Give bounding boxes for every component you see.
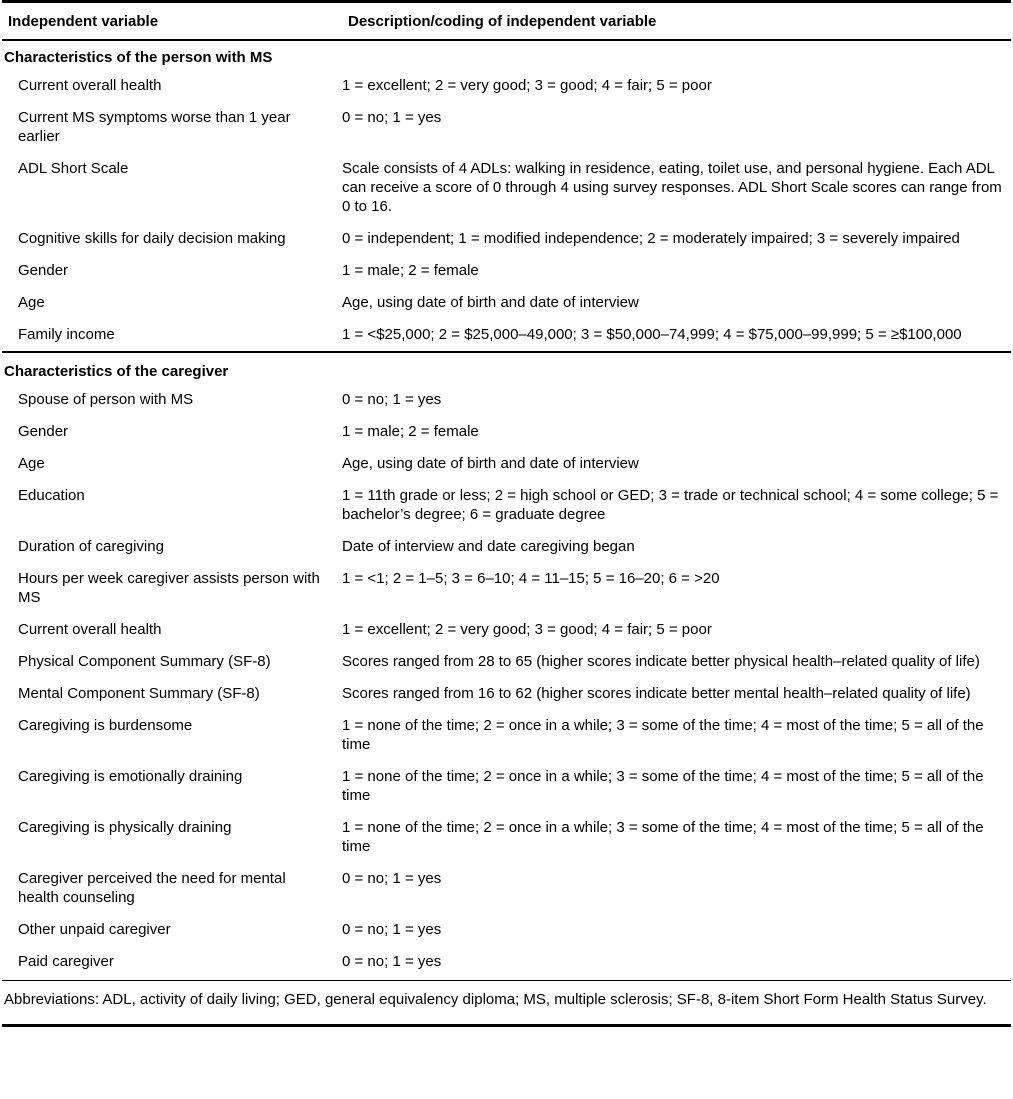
variable-cell: Education [18, 487, 85, 504]
description-cell: Age, using date of birth and date of interview [342, 294, 639, 311]
table-row [2, 70, 1011, 102]
table-row [2, 678, 1011, 710]
description-cell: Scale consists of 4 ADLs: walking in residence, eating, toilet use, and personal hygiene. Each ADL can receive a score of 0 through 4 using survey responses. ADL Short Scale scores can range from 0 to 16. [342, 160, 1002, 215]
table-row [2, 914, 1011, 946]
description-cell: 1 = excellent; 2 = very good; 3 = good; 4 = fair; 5 = poor [342, 77, 712, 94]
variable-cell: Spouse of person with MS [18, 391, 194, 408]
abbreviations-footnote: Abbreviations: ADL, activity of daily living; GED, general equivalency diploma; MS, multiple sclerosis; SF-8, 8-item Short Form Health Status Survey. [2, 980, 1011, 1027]
variable-cell: Gender [18, 262, 69, 279]
variable-cell: Other unpaid caregiver [18, 921, 171, 938]
variable-cell: Duration of caregiving [18, 538, 164, 555]
table-header-row [2, 2, 1011, 41]
variable-cell: Cognitive skills for daily decision making [18, 230, 286, 247]
table-row [2, 287, 1011, 319]
variable-cell: Current overall health [18, 621, 162, 638]
table-row [2, 384, 1011, 416]
table-row [2, 448, 1011, 480]
variable-cell: Caregiver perceived the need for mental health counseling [18, 870, 286, 906]
description-cell: 0 = no; 1 = yes [342, 870, 442, 887]
table-row [2, 710, 1011, 761]
variable-cell: Hours per week caregiver assists person with MS [18, 570, 320, 606]
description-cell: 0 = no; 1 = yes [342, 921, 442, 938]
description-cell: 0 = no; 1 = yes [342, 391, 442, 408]
description-cell: 1 = <1; 2 = 1–5; 3 = 6–10; 4 = 11–15; 5 = 16–20; 6 = >20 [342, 570, 720, 587]
description-cell: 0 = no; 1 = yes [342, 109, 442, 126]
description-cell: 1 = male; 2 = female [342, 423, 479, 440]
variable-cell: Physical Component Summary (SF-8) [18, 653, 271, 670]
description-cell: 1 = none of the time; 2 = once in a while; 3 = some of the time; 4 = most of the time; 5 = all of the time [342, 819, 984, 855]
table-row [2, 614, 1011, 646]
description-cell: 1 = none of the time; 2 = once in a while; 3 = some of the time; 4 = most of the time; 5 = all of the time [342, 717, 984, 753]
section-header-row-caregiver [2, 352, 1011, 384]
variable-cell: Paid caregiver [18, 953, 114, 970]
variable-cell: Caregiving is physically draining [18, 819, 232, 836]
variable-cell: ADL Short Scale [18, 160, 129, 177]
table-row [2, 102, 1011, 153]
table-row [2, 946, 1011, 978]
variable-cell: Gender [18, 423, 69, 440]
description-cell: 1 = none of the time; 2 = once in a while; 3 = some of the time; 4 = most of the time; 5 = all of the time [342, 768, 984, 804]
description-cell: 1 = <$25,000; 2 = $25,000–49,000; 3 = $50,000–74,999; 4 = $75,000–99,999; 5 = ≥$100,000 [342, 326, 962, 343]
variable-cell: Family income [18, 326, 115, 343]
table-row [2, 646, 1011, 678]
description-cell: 1 = male; 2 = female [342, 262, 479, 279]
variable-cell: Caregiving is emotionally draining [18, 768, 243, 785]
variable-cell: Age [18, 294, 45, 311]
section-title: Characteristics of the caregiver [2, 352, 1011, 384]
description-cell: 0 = independent; 1 = modified independence; 2 = moderately impaired; 3 = severely impaired [342, 230, 960, 247]
variable-cell: Current overall health [18, 77, 162, 94]
description-cell: Scores ranged from 28 to 65 (higher scores indicate better physical health–related quality of life) [342, 653, 980, 670]
variable-cell: Current MS symptoms worse than 1 year earlier [18, 109, 291, 145]
table-row [2, 223, 1011, 255]
table-row [2, 153, 1011, 223]
description-cell: 1 = excellent; 2 = very good; 3 = good; 4 = fair; 5 = poor [342, 621, 712, 638]
description-cell: Age, using date of birth and date of interview [342, 455, 639, 472]
section-header-row-person-with-ms [2, 40, 1011, 70]
description-cell: 1 = 11th grade or less; 2 = high school or GED; 3 = trade or technical school; 4 = some college; 5 = bachelor’s degree; 6 = graduate degree [342, 487, 999, 523]
table-row [2, 812, 1011, 863]
table-row [2, 416, 1011, 448]
variable-cell: Caregiving is burdensome [18, 717, 193, 734]
table-row [2, 480, 1011, 531]
section-title: Characteristics of the person with MS [4, 49, 273, 66]
description-cell: Scores ranged from 16 to 62 (higher scores indicate better mental health–related quality of life) [342, 685, 971, 702]
table-row [2, 319, 1011, 352]
variable-cell: Age [18, 455, 45, 472]
table-row [2, 863, 1011, 914]
description-cell: 0 = no; 1 = yes [342, 953, 442, 970]
variable-cell: Mental Component Summary (SF-8) [18, 685, 260, 702]
table-row [2, 531, 1011, 563]
column-header-independent-variable: Independent variable [2, 2, 342, 41]
description-cell: Date of interview and date caregiving began [342, 538, 635, 555]
column-header-description-coding: Description/coding of independent variable [342, 2, 1011, 41]
table-row [2, 563, 1011, 614]
table-row [2, 255, 1011, 287]
independent-variables-table [2, 0, 1011, 978]
table-row [2, 761, 1011, 812]
